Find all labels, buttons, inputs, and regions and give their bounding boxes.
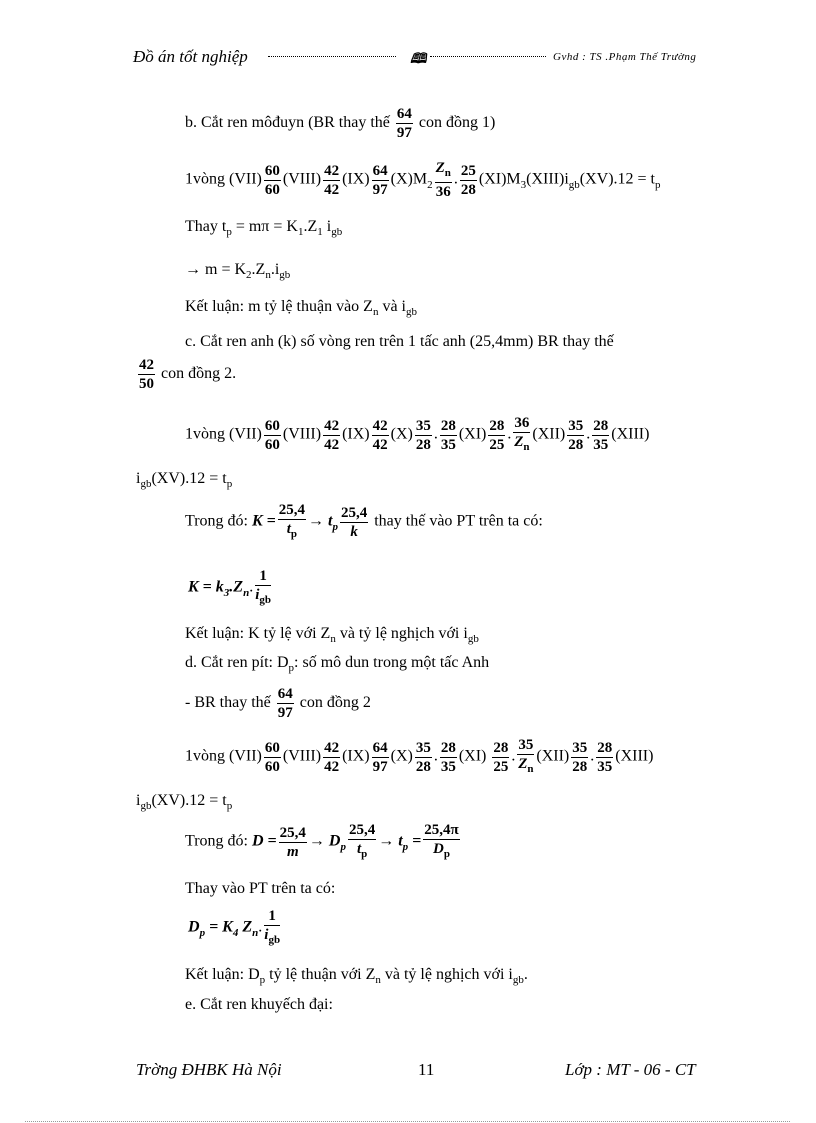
header-dots-right xyxy=(430,56,546,57)
conclusion-1: Kết luận: m tỷ lệ thuận vào $Z_n$ và $i_{gb}$ xyxy=(185,298,417,319)
section-d-heading: d. Cắt ren pít: $D_p$: số mô dun trong một tấc Anh xyxy=(185,654,490,675)
substitution-tp: Thay $t_p = m\pi = K_1.Z_1$ $i_{gb}$ xyxy=(185,218,343,239)
fraction-64-97: $\frac{64}{97}$ xyxy=(396,106,412,141)
formula-dp: $D_p = K_4$ $Z_n$. 1 $i_{gb}$ xyxy=(188,908,281,946)
section-c-heading: c. Cắt ren anh (k) số vòng ren trên 1 tấc anh (25,4mm) BR thay thế xyxy=(185,333,614,350)
header-book-icon: 🕮 xyxy=(410,52,427,67)
footer-school: Trờng ĐHBK Hà Nội xyxy=(136,1060,282,1079)
equation-1: 1vòng (VII) $\frac{60}{60}$ (VIII) $\frac{42}{42}$ (IX) $\frac{64}{97}$ $(X)M_2$ $\frac{Z_n}{36}$ . $\frac{25}{28}$ $(XI)M_3(XIII)i_{gb}(XV).12 = t_p$ xyxy=(185,160,661,200)
equation-2: 1vòng (VII) $\frac{60}{60}$ (VIII) $\frac{42}{42}$ (IX) $\frac{42}{42}$ (X) $\frac{35}{28}$ . $\frac{28}{35}$ (XI) $\frac{28}{25}$ . $\frac{36}{Z_n}$ (XII) $\frac{35}{28}$ . $\frac{28}{35}$ (XIII) xyxy=(185,415,650,453)
equation-3: 1vòng (VII) $\frac{60}{60}$ (VIII) $\frac{42}{42}$ (IX) $\frac{64}{97}$ (X) $\frac{35}{28}$ . $\frac{28}{35}$ (XI) $\frac{28}{25}$ . $\frac{35}{Z_n}$ (XII) $\frac{35}{28}$ . $\frac{28}{35}$ (XIII) xyxy=(185,737,654,775)
footer-class: Lớp : MT - 06 - CT xyxy=(565,1060,696,1079)
formula-k: $K = k_3.Z_n$. 1 $i_{gb}$ xyxy=(188,568,271,606)
header-title: Đồ án tốt nghiệp xyxy=(133,47,248,66)
section-e-heading: e. Cắt ren khuyếch đại: xyxy=(185,996,333,1013)
conclusion-3: Kết luận: $D_p$ tỷ lệ thuận với $Z_n$ và tỷ lệ nghịch với $i_{gb}$. xyxy=(185,966,528,987)
header-dots-left xyxy=(268,56,396,57)
bottom-divider xyxy=(25,1121,790,1122)
section-c-heading-cont: $\frac{42}{50}$ con đồng 2. xyxy=(139,357,237,392)
conclusion-2: Kết luận: K tỷ lệ với $Z_n$ và tỷ lệ nghịch với $i_{gb}$ xyxy=(185,625,479,646)
footer-page-number: 11 xyxy=(418,1060,435,1079)
substitute-text: Thay vào PT trên ta có: xyxy=(185,880,336,897)
equation-3-cont: $i_{gb}(XV).12 = t_p$ xyxy=(136,792,233,813)
result-m: → $m = K_2.Z_n.i_{gb}$ xyxy=(185,261,291,282)
section-d-gear: - BR thay thế $\frac{64}{97}$ con đồng 2 xyxy=(185,686,371,721)
header-supervisor: Gvhd : TS .Phạm Thế Trường xyxy=(553,51,697,63)
definition-d: Trong đó: D = $\frac{25,4}{m}$ → $D_p$ $\frac{25,4}{t_p}$ → $t_p$ = $\frac{25,4\pi}{D_p}$ xyxy=(185,822,459,860)
section-b-heading: b. Cắt ren môđuyn (BR thay thế $\frac{64}{97}$ con đồng 1) xyxy=(185,106,496,141)
definition-k: Trong đó: K = $\frac{25,4}{t_p}$ → $t_p$ $\frac{25,4}{k}$ thay thế vào PT trên ta có: xyxy=(185,502,543,540)
equation-2-cont: $i_{gb}(XV).12 = t_p$ xyxy=(136,470,233,491)
